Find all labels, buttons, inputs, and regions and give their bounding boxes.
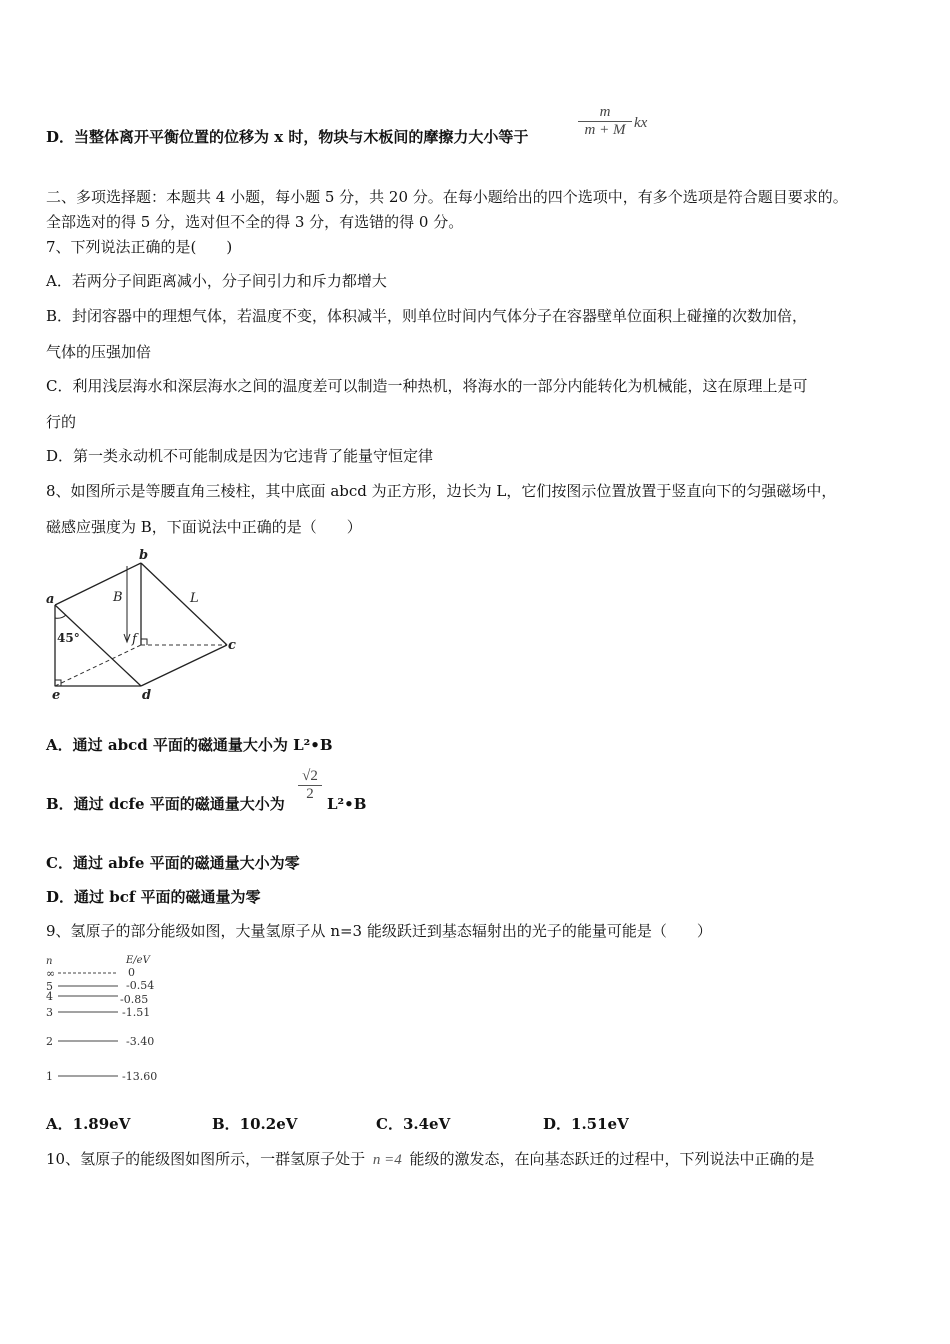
section2-line1: 二、多项选择题：本题共 4 小题，每小题 5 分，共 20 分。在每小题给出的四个选项中，有多个选项是符合题目要求的。 xyxy=(46,188,848,206)
level-inf-e: 0 xyxy=(128,966,135,979)
q9-option-b: B．10.2eV xyxy=(212,1115,298,1133)
label-L: L xyxy=(190,591,199,606)
level-5-e: -0.54 xyxy=(126,979,155,992)
q8-stem-line2: 磁感应强度为 B，下面说法中正确的是（ ） xyxy=(46,518,362,536)
q7-option-b-line1: B．封闭容器中的理想气体，若温度不变，体积减半，则单位时间内气体分子在容器壁单位面积上碰撞的次数加倍， xyxy=(46,307,808,325)
q8-option-b-frac-num: √2 xyxy=(302,768,318,784)
energy-level-diagram xyxy=(44,952,194,1090)
level-3-n: 3 xyxy=(46,1006,53,1019)
edge-bc xyxy=(141,563,227,645)
level-2-n: 2 xyxy=(46,1035,53,1048)
q7-option-b-line2: 气体的压强加倍 xyxy=(46,343,152,361)
label-f: f xyxy=(132,632,137,647)
q7-option-c-line1: C．利用浅层海水和深层海水之间的温度差可以制造一种热机，将海水的一部分内能转化为机械能，这在原理上是可 xyxy=(46,377,808,395)
q7-option-c-line2: 行的 xyxy=(46,413,77,431)
q7-stem: 7、下列说法正确的是( ) xyxy=(46,238,233,256)
section2-line2: 全部选对的得 5 分，选对但不全的得 3 分，有选错的得 0 分。 xyxy=(46,213,464,231)
level-1-e: -13.60 xyxy=(122,1070,158,1083)
edge-ad xyxy=(55,605,141,686)
q9-option-c: C．3.4eV xyxy=(376,1115,451,1133)
label-B: B xyxy=(113,590,123,605)
q10-stem-post: 能级的激发态，在向基态跃迁的过程中，下列说法中正确的是 xyxy=(409,1150,815,1168)
level-inf-n: ∞ xyxy=(46,967,56,980)
edge-ef xyxy=(55,645,141,686)
q8-option-a: A．通过 abcd 平面的磁通量大小为 L²•B xyxy=(46,736,333,754)
angle-arc-icon xyxy=(55,615,66,618)
prism-figure xyxy=(40,548,250,700)
col-n-label: n xyxy=(46,956,53,967)
level-4-n: 4 xyxy=(46,990,53,1003)
q7-option-d: D．第一类永动机不可能制成是因为它违背了能量守恒定律 xyxy=(46,447,434,465)
q9-option-d: D．1.51eV xyxy=(543,1115,629,1133)
level-2-e: -3.40 xyxy=(126,1035,155,1048)
q6-fraction xyxy=(578,104,632,139)
level-4-e: -0.85 xyxy=(120,993,149,1006)
q8-stem-line1: 8、如图所示是等腰直角三棱柱，其中底面 abcd 为正方形，边长为 L，它们按图示位置放置于竖直向下的匀强磁场中， xyxy=(46,482,837,500)
level-3-e: -1.51 xyxy=(122,1006,151,1019)
q7-option-a: A．若两分子间距离减小，分子间引力和斥力都增大 xyxy=(46,272,387,290)
level-1-n: 1 xyxy=(46,1070,53,1083)
q10-stem-math: n =4 xyxy=(372,1152,402,1168)
q8-option-b-fraction xyxy=(298,768,322,803)
q8-option-b-pre: B．通过 dcfe 平面的磁通量大小为 xyxy=(46,795,285,813)
edge-ab xyxy=(55,563,141,605)
q9-option-a: A．1.89eV xyxy=(46,1115,131,1133)
q8-option-c: C．通过 abfe 平面的磁通量大小为零 xyxy=(46,854,300,872)
q6-fraction-num: m xyxy=(599,104,611,120)
col-e-label: E/eV xyxy=(126,955,150,966)
q8-option-b-post: L²•B xyxy=(327,795,367,813)
label-b: b xyxy=(139,548,149,563)
label-angle: 45° xyxy=(57,631,80,645)
q8-option-b xyxy=(46,794,285,814)
q6-fraction-tail: kx xyxy=(634,115,648,131)
label-c: c xyxy=(228,638,236,653)
q6-option-d-text: D．当整体离开平衡位置的位移为 x 时，物块与木板间的摩擦力大小等于 xyxy=(46,128,529,146)
q9-stem: 9、氢原子的部分能级如图，大量氢原子从 n=3 能级跃迁到基态辐射出的光子的能量可能是（ ） xyxy=(46,922,712,940)
q6-fraction-den: m + M xyxy=(584,122,626,138)
label-e: e xyxy=(52,688,61,700)
q8-option-b-frac-den: 2 xyxy=(306,786,314,802)
label-d: d xyxy=(142,688,152,700)
q10-stem-pre: 10、氢原子的能级图如图所示，一群氢原子处于 xyxy=(46,1150,366,1168)
q10-stem xyxy=(46,1149,815,1170)
q8-option-d: D．通过 bcf 平面的磁通量为零 xyxy=(46,888,261,906)
level-5-n: 5 xyxy=(46,980,53,993)
label-a: a xyxy=(46,592,55,607)
edge-cd xyxy=(141,645,227,686)
right-angle-f-icon xyxy=(141,639,147,645)
q6-option-d xyxy=(46,127,528,147)
